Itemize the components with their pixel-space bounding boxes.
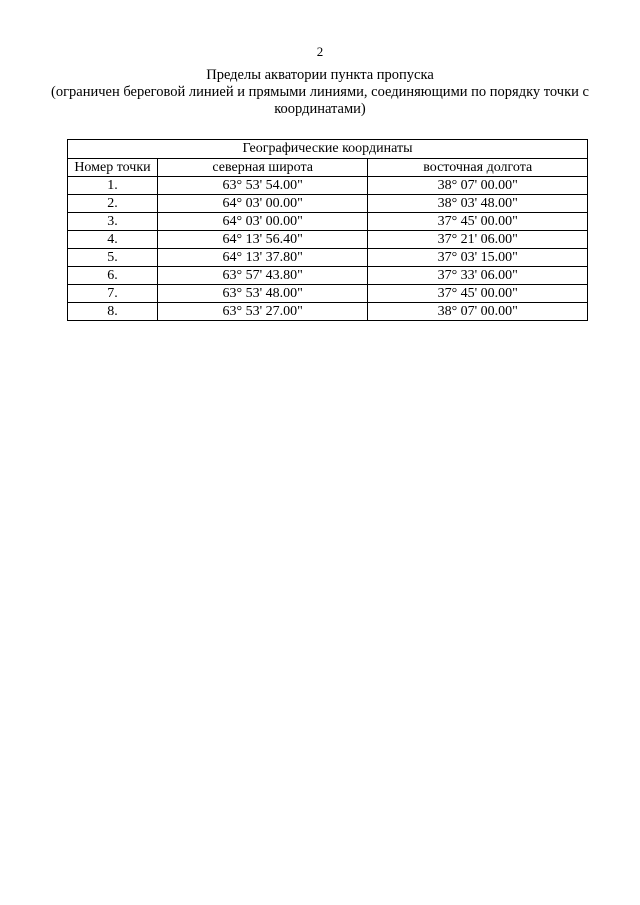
table-row — [68, 213, 588, 231]
latitude-cell: 63° 57' 43.80" — [157, 267, 368, 285]
point-number-cell: 7. — [68, 285, 158, 303]
longitude-cell: 37° 21' 06.00" — [368, 231, 588, 249]
point-number-cell: 3. — [68, 213, 158, 231]
group-header-geo-coordinates: Географические координаты — [68, 140, 588, 159]
latitude-cell: 64° 03' 00.00" — [157, 195, 368, 213]
point-number-cell: 6. — [68, 267, 158, 285]
table-row — [68, 267, 588, 285]
longitude-cell: 37° 33' 06.00" — [368, 267, 588, 285]
title-line-2: (ограничен береговой линией и прямыми линиями, соединяющими по порядку точки с — [51, 84, 589, 100]
longitude-cell: 37° 03' 15.00" — [368, 249, 588, 267]
table-row — [68, 303, 588, 321]
column-header-east-longitude: восточная долгота — [368, 159, 588, 177]
latitude-cell: 63° 53' 48.00" — [157, 285, 368, 303]
longitude-cell: 37° 45' 00.00" — [368, 285, 588, 303]
longitude-cell: 38° 07' 00.00" — [368, 177, 588, 195]
point-number-cell: 8. — [68, 303, 158, 321]
longitude-cell: 38° 03' 48.00" — [368, 195, 588, 213]
table-column-header-row — [68, 159, 588, 177]
latitude-cell: 63° 53' 27.00" — [157, 303, 368, 321]
point-number-cell: 5. — [68, 249, 158, 267]
table-group-header-row — [68, 140, 588, 159]
table-row — [68, 195, 588, 213]
longitude-cell: 38° 07' 00.00" — [368, 303, 588, 321]
table-row — [68, 231, 588, 249]
title-line-3: координатами) — [274, 101, 366, 117]
document-title — [40, 67, 600, 118]
table-row — [68, 249, 588, 267]
latitude-cell: 63° 53' 54.00" — [157, 177, 368, 195]
title-line-1: Пределы акватории пункта пропуска — [206, 67, 434, 83]
longitude-cell: 37° 45' 00.00" — [368, 213, 588, 231]
column-header-point-number: Номер точки — [68, 159, 158, 177]
page-number: 2 — [316, 44, 324, 59]
latitude-cell: 64° 13' 56.40" — [157, 231, 368, 249]
point-number-cell: 4. — [68, 231, 158, 249]
latitude-cell: 64° 13' 37.80" — [157, 249, 368, 267]
point-number-cell: 1. — [68, 177, 158, 195]
point-number-cell: 2. — [68, 195, 158, 213]
latitude-cell: 64° 03' 00.00" — [157, 213, 368, 231]
column-header-north-latitude: северная широта — [157, 159, 368, 177]
table-row — [68, 177, 588, 195]
table-row — [68, 285, 588, 303]
coordinates-table — [67, 139, 588, 321]
